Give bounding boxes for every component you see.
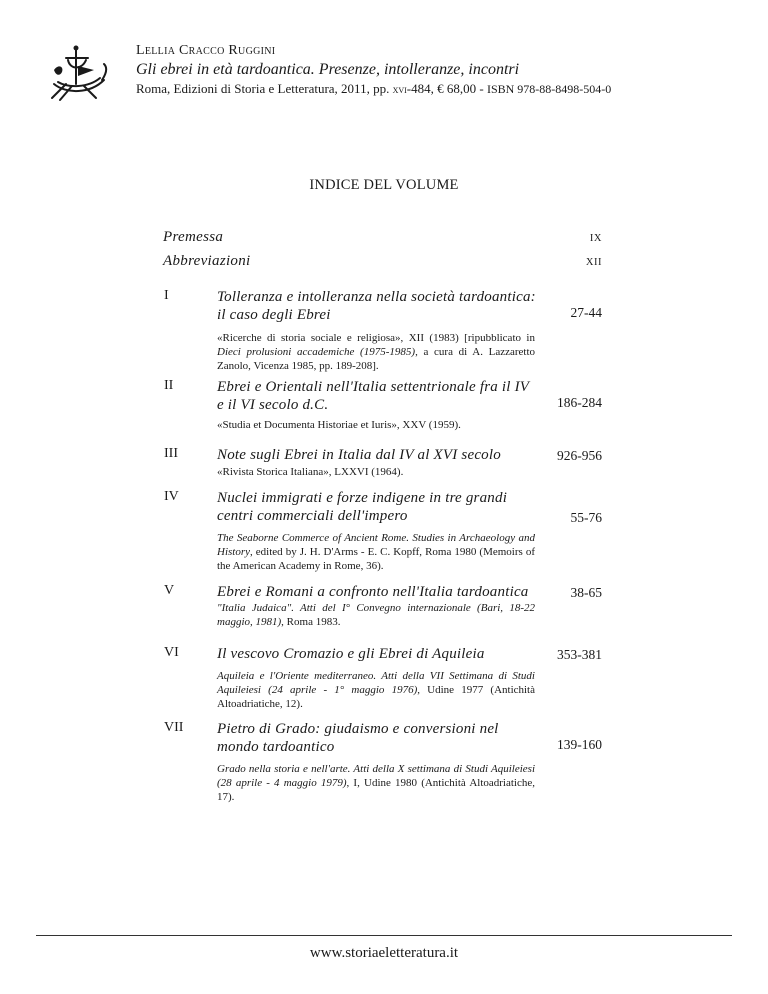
- publication-info-price: -484, € 68,00 -: [406, 81, 487, 96]
- entry-source: [217, 418, 535, 432]
- entry-source-run: "Italia Judaica". Atti del I° Convegno internazionale (Bari, 18-22 maggio, 1981): [217, 602, 535, 628]
- book-header: [136, 42, 756, 98]
- front-matter-abbreviazioni: Abbreviazioni: [163, 253, 251, 269]
- entry-pages: 27-44: [570, 305, 602, 320]
- entry-title: Nuclei immigrati e forze indigene in tre grandi centri commerciali dell'impero: [217, 490, 508, 524]
- entry-title: Il vescovo Cromazio e gli Ebrei di Aquileia: [217, 646, 485, 662]
- entry-source: [217, 531, 535, 573]
- entry-pages: 926-956: [557, 448, 602, 463]
- entry-pages: 353-381: [557, 647, 602, 662]
- entry-title: Tolleranza e intolleranza nella società tardoantica: il caso degli Ebrei: [217, 289, 536, 323]
- volume-index-title: INDICE DEL VOLUME: [309, 177, 459, 193]
- entry-title: Ebrei e Romani a confronto nell'Italia tardoantica: [217, 584, 529, 600]
- entry-source-run: «Ricerche di storia sociale e religiosa», XII (1983) [ripubblicato in: [217, 332, 535, 344]
- entry-source-run: , a cura di A. Lazzaretto Zanolo, Vicenza 1985, pp. 189-208].: [217, 346, 536, 372]
- footer-website-link[interactable]: www.storiaeletteratura.it: [309, 945, 459, 961]
- entry-number: III: [164, 446, 178, 461]
- page-count-roman: xvi: [392, 82, 407, 96]
- entry-source: [217, 465, 535, 479]
- entry-pages: 139-160: [557, 737, 602, 752]
- entry-number: V: [164, 583, 175, 598]
- entry-number: VII: [164, 720, 184, 735]
- author-name: Lellia Cracco Ruggini: [136, 43, 276, 58]
- entry-pages: 55-76: [570, 510, 602, 525]
- publication-info-main: Roma, Edizioni di Storia e Letteratura, 2011, pp.: [136, 81, 393, 96]
- entry-source: [217, 762, 535, 804]
- entry-source-run: , Roma 1983.: [281, 616, 341, 628]
- entry-source-run: Grado nella storia e nell'arte. Atti della X settimana di Studi Aquileiesi (28 aprile - 4 maggio 1979): [217, 763, 535, 789]
- book-title: Gli ebrei in età tardoantica. Presenze, intolleranze, incontri: [136, 61, 520, 78]
- entry-pages: 186-284: [557, 395, 602, 410]
- isbn: ISBN 978-88-8498-504-0: [486, 82, 612, 96]
- entry-number: II: [164, 378, 174, 393]
- entry-number: I: [164, 288, 169, 303]
- entry-source: [217, 669, 535, 711]
- publisher-ship-logo-icon: [48, 40, 110, 102]
- entry-source-run: , edited by J. H. D'Arms - E. C. Kopff, Roma 1980 (Memoirs of the American Academy in Rome, 36).: [217, 546, 535, 572]
- entry-source-run: Aquileia e l'Oriente mediterraneo. Atti della VII Settimana di Studi Aquileiesi (24 aprile - 1° maggio 1976): [217, 670, 535, 696]
- entry-source: [217, 331, 535, 373]
- entry-title: Ebrei e Orientali nell'Italia settentrionale fra il IV e il VI secolo d.C.: [217, 379, 529, 413]
- entry-source-run: «Rivista Storica Italiana», LXXVI (1964).: [217, 466, 404, 478]
- entry-number: VI: [164, 645, 179, 660]
- footer-divider: [36, 935, 732, 936]
- front-matter-abbreviazioni-page: XII: [585, 257, 602, 268]
- entry-source-run: Dieci prolusioni accademiche (1975-1985): [217, 346, 416, 358]
- front-matter-premessa-page: IX: [589, 233, 602, 244]
- publication-info: [136, 80, 756, 98]
- entry-title: Pietro di Grado: giudaismo e conversioni nel mondo tardoantico: [217, 721, 499, 755]
- entry-source: [217, 601, 535, 629]
- entry-source-run: , I, Udine 1980 (Antichità Altoadriatiche, 17).: [217, 777, 535, 803]
- entry-source-run: «Studia et Documenta Historiae et Iuris», XXV (1959).: [217, 419, 461, 431]
- front-matter-premessa: Premessa: [163, 229, 224, 245]
- entry-title: Note sugli Ebrei in Italia dal IV al XVI secolo: [217, 447, 501, 463]
- entry-pages: 38-65: [570, 585, 602, 600]
- entry-source-run: The Seaborne Commerce of Ancient Rome. Studies in Archaeology and History: [217, 532, 535, 558]
- entry-source-run: , Udine 1977 (Antichità Altoadriatiche, 12).: [217, 684, 535, 710]
- entry-number: IV: [164, 489, 179, 504]
